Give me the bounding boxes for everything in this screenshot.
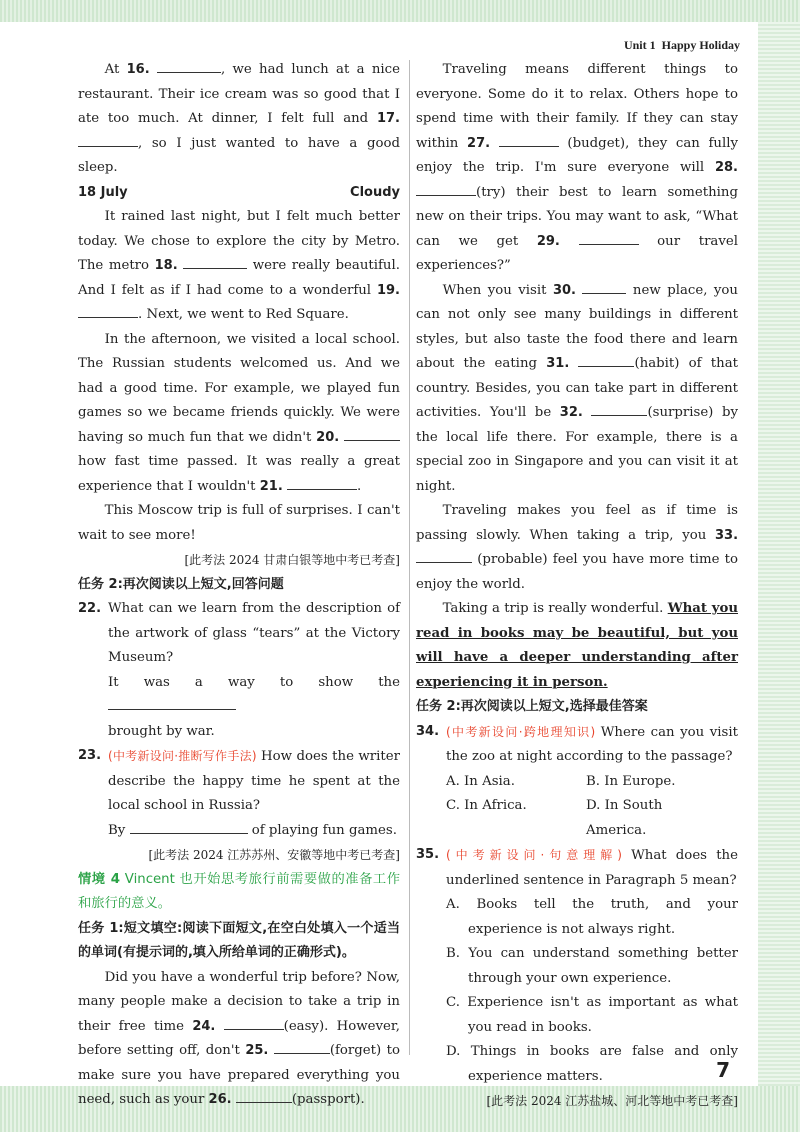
option-a[interactable]: A. In Asia. [446, 773, 515, 789]
answer-blank-29[interactable] [579, 230, 639, 245]
answer-blank-16[interactable] [157, 58, 221, 73]
question-22: 22. What can we learn from the description of the artwork of glass “tears” at the Victory Museum? It was a way to show the brought by war. [78, 601, 400, 739]
source-note: [此考法 2024 江苏苏州、安徽等地中考已考查] [148, 848, 400, 862]
side-decorative-band [758, 22, 800, 1086]
answer-blank-28[interactable] [416, 181, 476, 196]
source-note: [此考法 2024 甘肃白银等地中考已考查] [184, 553, 400, 567]
question-tag: (中考新设问·跨地理知识) [446, 724, 596, 739]
question-35: 35. (中考新设问·句意理解) What does the underlined sentence in Paragraph 5 mean? A. Books tell the truth, and your experience is not always right. B. You can understand something better through your own experience. C. Experience isn't as important as what you read in books. D. Things in books are false and only experience matters. [416, 843, 738, 1089]
paragraph: Traveling makes you feel as if time is passing slowly. When taking a trip, you 33. (probable) feel you have more time to enjoy the world. [416, 503, 739, 592]
question-tag: (中考新设问·推断写作手法) [108, 749, 257, 763]
diary-heading: 18 July Cloudy [78, 184, 400, 200]
underlined-sentence: What you read in books may be beautiful, but you will have a deeper understanding after experiencing it in person. [416, 601, 738, 690]
task-heading: 任务 2:再次阅读以上短文,回答问题 [78, 576, 284, 592]
answer-blank-31[interactable] [578, 352, 634, 367]
option-b[interactable]: B. You can understand something better through your own experience. [446, 946, 738, 986]
task-heading: 任务 2:再次阅读以上短文,选择最佳答案 [416, 699, 648, 714]
paragraph: In the afternoon, we visited a local school. The Russian students welcomed us. And we had a good time. For example, we played fun games so we became friends quickly. We were having so much fun that we didn't 20. how fast time passed. It was really a great experience that I wouldn't 21. . [78, 331, 400, 494]
top-decorative-band [0, 0, 800, 22]
answer-blank-24[interactable] [224, 1015, 284, 1030]
answer-blank-25[interactable] [274, 1039, 330, 1054]
running-header [618, 38, 740, 53]
paragraph: When you visit 30. new place, you can not only see many buildings in different styles, but also taste the food there and learn about the eating 31. (habit) of that country. Besides, you can take part in different activities. You'll be 32. (surprise) by the local life there. For example, there is a special zoo in Singapore and you can visit it at night. [416, 279, 738, 500]
answer-blank-26[interactable] [236, 1088, 292, 1103]
task-heading: 任务 1:短文填空:阅读下面短文,在空白处填入一个适当的单词(有提示词的,填入所给单词的正确形式)。 [78, 920, 400, 960]
option-a[interactable]: A. Books tell the truth, and your experience is not always right. [446, 897, 738, 937]
scenario-heading: 情境 4 Vincent 也开始思考旅行前需要做的准备工作和旅行的意义。 [78, 871, 400, 911]
option-d[interactable]: D. In South America. [586, 798, 663, 838]
right-column [416, 58, 738, 1114]
paragraph: This Moscow trip is full of surprises. I can't wait to see more! [78, 503, 400, 543]
question-23: 23. (中考新设问·推断写作手法) How does the writer describe the happy time he spent at the local school in Russia? By of playing fun games. [78, 748, 400, 838]
source-note: [此考法 2024 江苏盐城、河北等地中考已考查] [486, 1094, 738, 1108]
answer-blank-18[interactable] [183, 254, 247, 269]
answer-blank-22[interactable] [108, 695, 236, 710]
option-c[interactable]: C. In Africa. [446, 798, 527, 813]
left-column [78, 58, 400, 1113]
paragraph: Taking a trip is really wonderful. What you read in books may be beautiful, but you will have a deeper understanding after experiencing it in person. [416, 601, 738, 690]
unit-title: Happy Holiday [661, 38, 740, 52]
question-tag: (中考新设问·句意理解) [446, 848, 622, 862]
column-divider [409, 60, 410, 1055]
paragraph: At 16. , we had lunch at a nice restaurant. Their ice cream was so good that I ate too much. At dinner, I felt full and 17. , so I just wanted to have a good sleep. [78, 58, 400, 181]
paragraph: Did you have a wonderful trip before? Now, many people make a decision to take a trip in their free time 24. (easy). However, before setting off, don't 25. (forget) to make sure you have prepared everything you need, such as your 26. (passport). [78, 969, 400, 1107]
unit-label: Unit 1 [623, 38, 656, 52]
answer-blank-30[interactable] [582, 279, 626, 294]
answer-blank-32[interactable] [591, 401, 647, 416]
answer-blank-21[interactable] [287, 475, 357, 490]
question-34: 34. (中考新设问·跨地理知识) Where can you visit the zoo at night according to the passage? A. In Asia. B. In Europe. C. In Africa. D. In South America. [416, 720, 738, 844]
option-b[interactable]: B. In Europe. [586, 773, 676, 789]
paragraph: Traveling means different things to everyone. Some do it to relax. Others hope to spend time with their family. If they can stay within 27. (budget), they can fully enjoy the trip. I'm sure everyone will 28. (try) their best to learn something new on their trips. You may want to ask, “What can we get 29. our travel experiences?” [416, 62, 739, 273]
option-d[interactable]: D. Things in books are false and only experience matters. [446, 1044, 738, 1084]
answer-blank-33[interactable] [416, 548, 472, 563]
option-c[interactable]: C. Experience isn't as important as what you read in books. [446, 995, 738, 1035]
answer-blank-23[interactable] [130, 819, 248, 834]
answer-blank-27[interactable] [499, 132, 559, 147]
answer-blank-20[interactable] [344, 426, 400, 441]
paragraph: It rained last night, but I felt much better today. We chose to explore the city by Metro. The metro 18. were really beautiful. And I felt as if I had come to a wonderful 19. . Next, we went to Red Square. [78, 209, 400, 322]
page-number: 7 [716, 1058, 730, 1082]
answer-blank-17[interactable] [78, 132, 138, 147]
answer-blank-19[interactable] [78, 303, 138, 318]
